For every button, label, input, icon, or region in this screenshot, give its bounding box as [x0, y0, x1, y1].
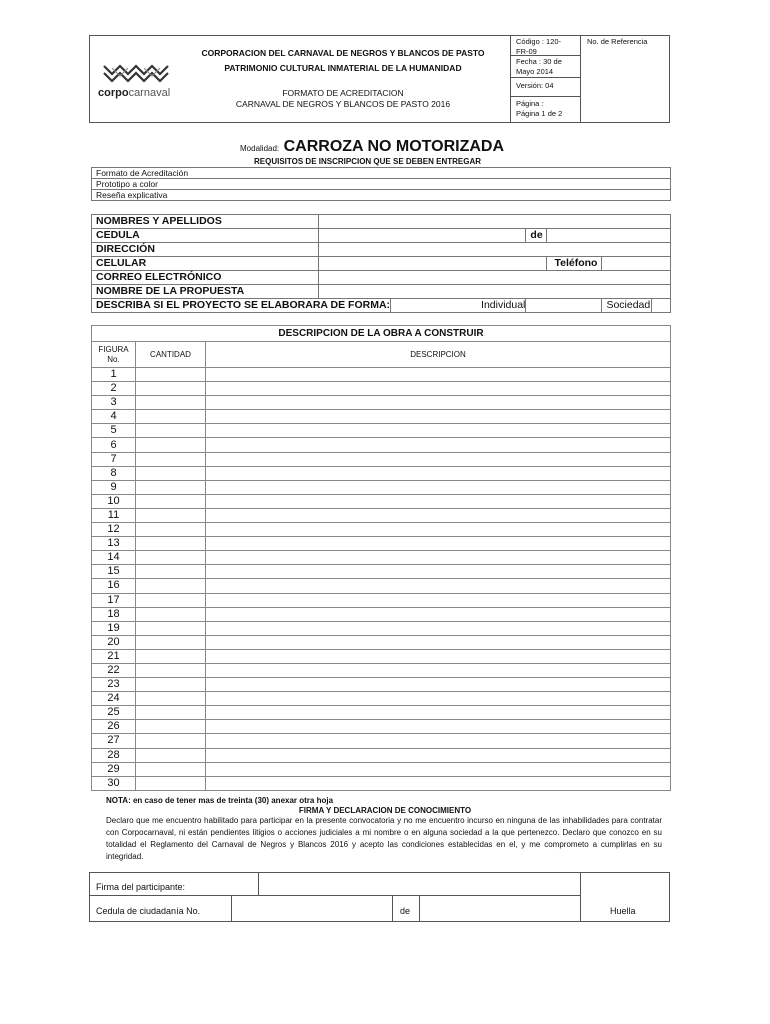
declaracion-text: Declaro que me encuentro habilitado para participar en la presente convocatoria y no me encuentro incurso en ninguna de las inhabilidades para contratar con Corpocarnaval, ni están pendientes litigios o acciones judiciales a mi nombre o en alguna sociedad a la que pertenezco. Declaro que conozco en su totalidad el Reglamento del Carnaval de Negros y Blancos 2016 y acepto las condiciones establecidas en el, y me comprometo a cumplirlas en su integridad.: [106, 816, 662, 861]
sociedad-checkbox[interactable]: [651, 299, 670, 313]
obra-row: [92, 748, 671, 762]
obra-row: [92, 762, 671, 776]
pagina-label: Página : Página 1 de 2: [516, 99, 563, 118]
cedula-de-label: de: [526, 229, 547, 243]
figura-number: 20: [92, 635, 136, 649]
cedula-label: CEDULA: [92, 229, 319, 243]
figura-number: 11: [92, 508, 136, 522]
cantidad-field[interactable]: [136, 635, 206, 649]
document-header: [89, 35, 670, 123]
cantidad-field[interactable]: [136, 607, 206, 621]
descripcion-field[interactable]: [206, 579, 671, 593]
descripcion-field[interactable]: [206, 762, 671, 776]
codigo-label: Código : 120- FR-09: [516, 37, 562, 56]
figura-number: 14: [92, 551, 136, 565]
figura-number: 21: [92, 649, 136, 663]
obra-rows: [92, 368, 671, 791]
figura-number: 5: [92, 424, 136, 438]
figura-number: 23: [92, 678, 136, 692]
cantidad-field[interactable]: [136, 523, 206, 537]
firma-participante-field[interactable]: [260, 874, 578, 894]
figura-number: 19: [92, 621, 136, 635]
descripcion-field[interactable]: [206, 720, 671, 734]
individual-option[interactable]: Individual: [391, 299, 526, 313]
cantidad-field[interactable]: [136, 678, 206, 692]
cantidad-field[interactable]: [136, 748, 206, 762]
figura-number: 28: [92, 748, 136, 762]
descripcion-field[interactable]: [206, 635, 671, 649]
cedula-de-field[interactable]: [547, 229, 671, 243]
signature-box: [89, 872, 670, 922]
personal-data-table: [91, 214, 671, 313]
figura-number: 22: [92, 663, 136, 677]
requisitos-table: [91, 167, 671, 201]
descripcion-field[interactable]: [206, 508, 671, 522]
obra-row: [92, 382, 671, 396]
figura-number: 15: [92, 565, 136, 579]
modalidad-title: [240, 138, 540, 156]
org-line-1: CORPORACION DEL CARNAVAL DE NEGROS Y BLANCOS DE PASTO: [201, 48, 485, 58]
cantidad-field[interactable]: [136, 452, 206, 466]
cantidad-field[interactable]: [136, 762, 206, 776]
direccion-label: DIRECCIÓN: [92, 243, 319, 257]
requisito-item: Prototipo a color: [92, 179, 671, 190]
figura-number: 1: [92, 368, 136, 382]
cantidad-field[interactable]: [136, 410, 206, 424]
descripcion-field[interactable]: [206, 438, 671, 452]
correo-label: CORREO ELECTRÓNICO: [92, 271, 319, 285]
propuesta-field[interactable]: [318, 285, 670, 299]
descripcion-field[interactable]: [206, 494, 671, 508]
requisitos-title: REQUISITOS DE INSCRIPCION QUE SE DEBEN ENTREGAR: [254, 157, 481, 166]
cantidad-field[interactable]: [136, 494, 206, 508]
descripcion-field[interactable]: [206, 551, 671, 565]
logo-text: corpocarnaval: [98, 87, 171, 99]
format-line-2: CARNAVAL DE NEGROS Y BLANCOS DE PASTO 2016: [235, 99, 451, 109]
propuesta-label: NOMBRE DE LA PROPUESTA: [92, 285, 319, 299]
cantidad-field[interactable]: [136, 692, 206, 706]
obra-row: [92, 438, 671, 452]
figura-number: 24: [92, 692, 136, 706]
obra-row: [92, 663, 671, 677]
cantidad-field[interactable]: [136, 396, 206, 410]
descripcion-field[interactable]: [206, 706, 671, 720]
descripcion-field[interactable]: [206, 565, 671, 579]
obra-row: [92, 649, 671, 663]
obra-row: [92, 692, 671, 706]
figura-number: 25: [92, 706, 136, 720]
celular-label: CELULAR: [92, 257, 319, 271]
requisito-item: Formato de Acreditación: [92, 168, 671, 179]
cantidad-field[interactable]: [136, 663, 206, 677]
obra-row: [92, 621, 671, 635]
descripcion-field[interactable]: [206, 748, 671, 762]
figura-number: 30: [92, 776, 136, 790]
modalidad-label: Modalidad:: [240, 144, 280, 153]
descripcion-field[interactable]: [206, 649, 671, 663]
descripcion-field[interactable]: [206, 523, 671, 537]
logo-zigzag-icon: [98, 62, 178, 84]
org-line-2: PATRIMONIO CULTURAL INMATERIAL DE LA HUMANIDAD: [224, 63, 462, 73]
cantidad-field[interactable]: [136, 593, 206, 607]
figura-number: 6: [92, 438, 136, 452]
nombres-field[interactable]: [318, 215, 670, 229]
figura-number: 13: [92, 537, 136, 551]
cedula-field[interactable]: [318, 229, 526, 243]
cantidad-field[interactable]: [136, 734, 206, 748]
fecha-label: Fecha : 30 de Mayo 2014: [516, 57, 562, 76]
figura-number: 17: [92, 593, 136, 607]
obra-row: [92, 551, 671, 565]
firma-title: FIRMA Y DECLARACION DE CONOCIMIENTO: [298, 806, 472, 815]
descripcion-field[interactable]: [206, 663, 671, 677]
cantidad-field[interactable]: [136, 480, 206, 494]
cantidad-field[interactable]: [136, 508, 206, 522]
huella-label: Huella: [610, 906, 636, 916]
obra-row: [92, 368, 671, 382]
descripcion-field[interactable]: [206, 410, 671, 424]
obra-row: [92, 579, 671, 593]
nota-text: NOTA: en caso de tener mas de treinta (30) anexar otra hoja: [106, 796, 334, 805]
col-descripcion: DESCRIPCION: [206, 342, 671, 368]
obra-row: [92, 410, 671, 424]
descripcion-field[interactable]: [206, 466, 671, 480]
correo-field[interactable]: [318, 271, 670, 285]
figura-number: 7: [92, 452, 136, 466]
descripcion-field[interactable]: [206, 537, 671, 551]
obra-row: [92, 396, 671, 410]
figura-number: 10: [92, 494, 136, 508]
cantidad-field[interactable]: [136, 382, 206, 396]
telefono-field[interactable]: [602, 257, 671, 271]
cantidad-field[interactable]: [136, 706, 206, 720]
obra-row: [92, 523, 671, 537]
firma-de-field[interactable]: [421, 897, 578, 921]
figura-number: 12: [92, 523, 136, 537]
firma-de-label: de: [400, 906, 411, 916]
descripcion-field[interactable]: [206, 607, 671, 621]
obra-row: [92, 565, 671, 579]
obra-row: [92, 635, 671, 649]
cantidad-field[interactable]: [136, 565, 206, 579]
descripcion-field[interactable]: [206, 452, 671, 466]
obra-row: [92, 678, 671, 692]
cantidad-field[interactable]: [136, 579, 206, 593]
figura-number: 18: [92, 607, 136, 621]
obra-row: [92, 480, 671, 494]
corpocarnaval-logo: [98, 62, 178, 98]
figura-number: 8: [92, 466, 136, 480]
descripcion-field[interactable]: [206, 368, 671, 382]
obra-row: [92, 452, 671, 466]
cantidad-field[interactable]: [136, 438, 206, 452]
describa-label: DESCRIBA SI EL PROYECTO SE ELABORARA DE FORMA:: [92, 299, 391, 313]
cantidad-field[interactable]: [136, 720, 206, 734]
obra-row: [92, 494, 671, 508]
cantidad-field[interactable]: [136, 537, 206, 551]
descripcion-field[interactable]: [206, 621, 671, 635]
version-label: Versión: 04: [516, 81, 554, 90]
obra-row: [92, 537, 671, 551]
cantidad-field[interactable]: [136, 466, 206, 480]
obra-row: [92, 720, 671, 734]
descripcion-field[interactable]: [206, 734, 671, 748]
descripcion-field[interactable]: [206, 396, 671, 410]
cantidad-field[interactable]: [136, 621, 206, 635]
descripcion-field[interactable]: [206, 382, 671, 396]
figura-number: 29: [92, 762, 136, 776]
figura-number: 27: [92, 734, 136, 748]
requisito-item: Reseña explicativa: [92, 190, 671, 201]
descripcion-field[interactable]: [206, 692, 671, 706]
direccion-field[interactable]: [318, 243, 670, 257]
referencia-label: No. de Referencia: [587, 37, 648, 46]
figura-number: 2: [92, 382, 136, 396]
col-cantidad: CANTIDAD: [136, 342, 206, 368]
telefono-label: Teléfono: [547, 257, 602, 271]
cantidad-field[interactable]: [136, 649, 206, 663]
cantidad-field[interactable]: [136, 368, 206, 382]
nombres-label: NOMBRES Y APELLIDOS: [92, 215, 319, 229]
obra-row: [92, 706, 671, 720]
obra-row: [92, 508, 671, 522]
sociedad-option[interactable]: Sociedad: [602, 299, 651, 313]
figura-number: 4: [92, 410, 136, 424]
celular-field[interactable]: [318, 257, 547, 271]
format-line-1: FORMATO DE ACREDITACION: [282, 88, 404, 98]
cedula-ciudadania-field[interactable]: [233, 897, 390, 921]
figura-number: 9: [92, 480, 136, 494]
figura-number: 26: [92, 720, 136, 734]
col-figura: FIGURA No.: [92, 342, 136, 368]
descripcion-field[interactable]: [206, 678, 671, 692]
figura-number: 16: [92, 579, 136, 593]
obra-row: [92, 593, 671, 607]
obra-title: DESCRIPCION DE LA OBRA A CONSTRUIR: [92, 326, 671, 342]
cantidad-field[interactable]: [136, 424, 206, 438]
obra-row: [92, 607, 671, 621]
obra-row: [92, 424, 671, 438]
obra-table: [91, 325, 671, 791]
descripcion-field[interactable]: [206, 480, 671, 494]
cantidad-field[interactable]: [136, 776, 206, 790]
cedula-ciudadania-label: Cedula de ciudadanía No.: [96, 906, 201, 916]
obra-row: [92, 776, 671, 790]
firma-participante-label: Firma del participante:: [96, 882, 186, 892]
cantidad-field[interactable]: [136, 551, 206, 565]
obra-row: [92, 466, 671, 480]
descripcion-field[interactable]: [206, 424, 671, 438]
obra-row: [92, 734, 671, 748]
descripcion-field[interactable]: [206, 593, 671, 607]
individual-checkbox[interactable]: [526, 299, 602, 313]
figura-number: 3: [92, 396, 136, 410]
modalidad-value: CARROZA NO MOTORIZADA: [283, 138, 505, 155]
descripcion-field[interactable]: [206, 776, 671, 790]
